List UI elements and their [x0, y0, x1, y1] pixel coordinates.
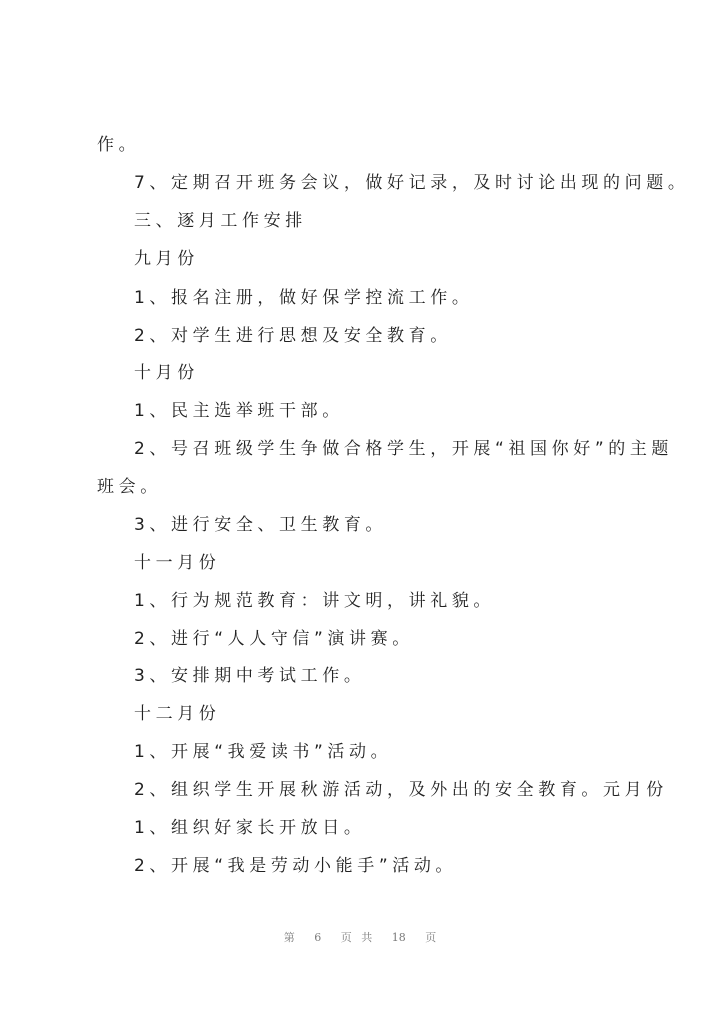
month-heading: 九月份: [134, 249, 199, 269]
page-footer: [0, 929, 720, 945]
text-line: 班会。: [97, 477, 162, 497]
footer-total-pages: 18: [391, 931, 406, 944]
month-heading: 十月份: [134, 363, 199, 383]
text-line: 1、行为规范教育：讲文明，讲礼貌。: [134, 591, 496, 611]
month-heading: 十一月份: [134, 553, 221, 573]
text-line: 作。: [97, 135, 141, 155]
footer-label-end: 页: [425, 931, 437, 944]
footer-current-page: 6: [314, 931, 322, 944]
footer-label-page: 第: [283, 931, 295, 944]
section-heading: 三、逐月工作安排: [134, 211, 307, 231]
text-line: 1、民主选举班干部。: [134, 401, 344, 421]
text-line: 1、开展“我爱读书”活动。: [134, 742, 393, 762]
text-line: 2、号召班级学生争做合格学生，开展“祖国你好”的主题: [134, 439, 674, 459]
text-line: 7、定期召开班务会议，做好记录，及时讨论出现的问题。: [134, 173, 690, 193]
text-line: 2、进行“人人守信”演讲赛。: [134, 629, 414, 649]
footer-label-of: 页 共: [340, 931, 373, 944]
text-line: 2、对学生进行思想及安全教育。: [134, 326, 452, 346]
text-line: 3、进行安全、卫生教育。: [134, 515, 388, 535]
text-line: 2、开展“我是劳动小能手”活动。: [134, 856, 458, 876]
text-line: 2、组织学生开展秋游活动，及外出的安全教育。元月份: [134, 780, 668, 800]
text-line: 3、安排期中考试工作。: [134, 666, 366, 686]
text-line: 1、组织好家长开放日。: [134, 818, 366, 838]
month-heading: 十二月份: [134, 704, 221, 724]
text-line: 1、报名注册，做好保学控流工作。: [134, 288, 474, 308]
